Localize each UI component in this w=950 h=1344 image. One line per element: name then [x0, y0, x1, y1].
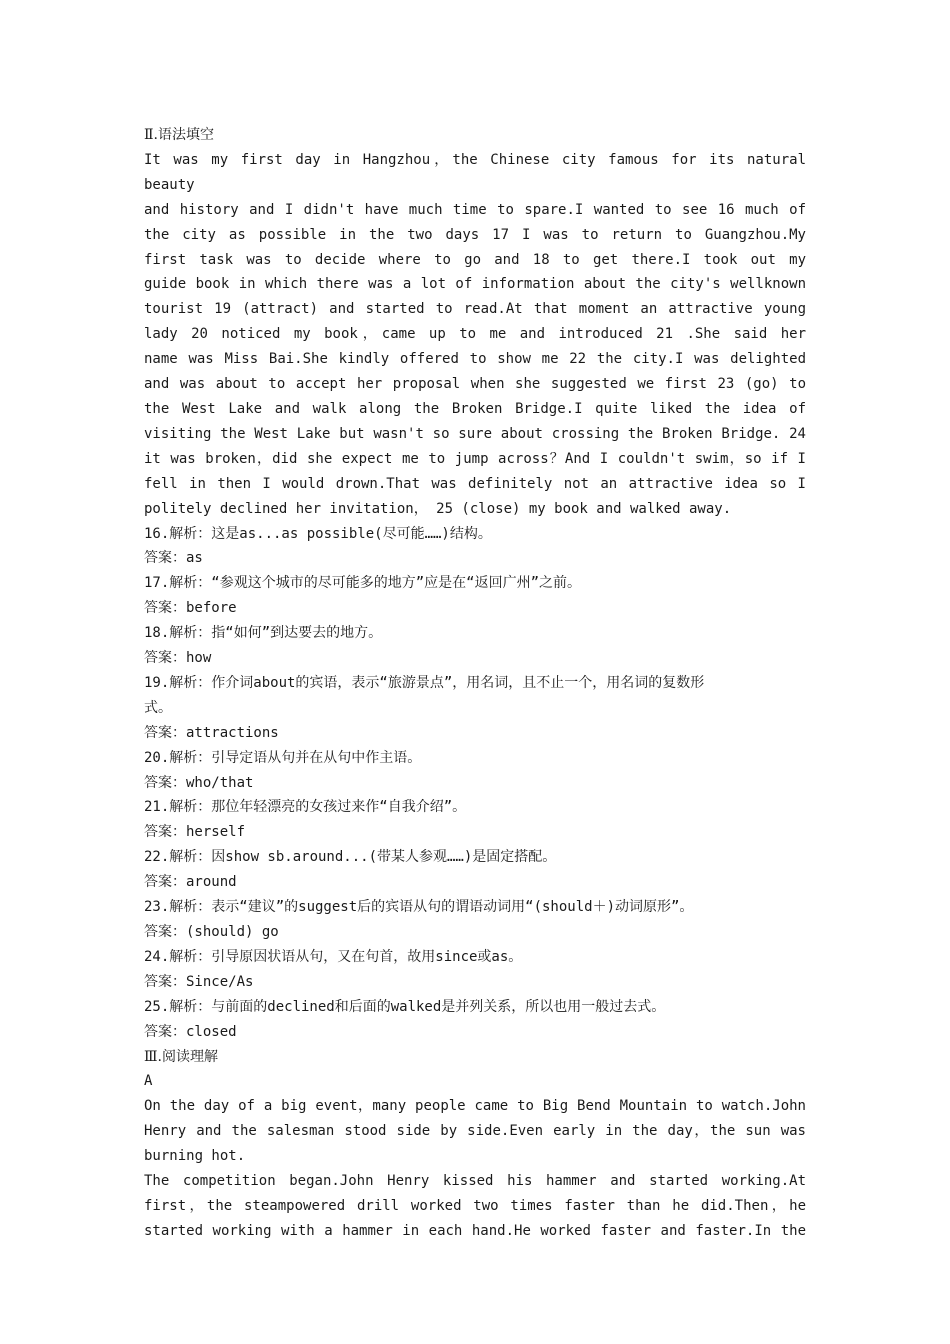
reading-line: started working with a hammer in each hand.He worked faster and faster.In the [144, 1222, 806, 1239]
reading-paragraph [144, 1169, 806, 1244]
answer-explanation-cont: 式。 [144, 699, 172, 716]
answer-explanation: 17.解析：“参观这个城市的尽可能多的地方”应是在“返回广州”之前。 [144, 575, 581, 592]
answer-explanation: 25.解析：与前面的declined和后面的walked是并列关系，所以也用一般过去式。 [144, 998, 666, 1015]
reading-line: The competition began.John Henry kissed his hammer and started working.At [144, 1173, 806, 1190]
answer-explanation: 20.解析：引导定语从句并在从句中作主语。 [144, 749, 422, 766]
passage-line: the city as possible in the two days 17 I was to return to Guangzhou.My [144, 226, 806, 243]
passage-line: it was broken，did she expect me to jump across？And I couldn't swim，so if I [144, 450, 806, 467]
passage-line: first task was to decide where to go and 18 to get there.I took out my [144, 251, 806, 268]
reading-paragraph [144, 1094, 806, 1169]
answer-value: 答案：Since/As [144, 973, 254, 990]
answer-value: 答案：as [144, 550, 203, 567]
answer-explanation: 18.解析：指“如何”到达要去的地方。 [144, 625, 383, 642]
passage-line: visiting the West Lake but wasn't so sure about crossing the Broken Bridge. 24 [144, 425, 806, 442]
answer-explanation: 23.解析：表示“建议”的suggest后的宾语从句的谓语动词用“(should＋)动词原形”。 [144, 899, 694, 916]
cloze-passage [144, 148, 806, 522]
answer-explanation: 24.解析：引导原因状语从句，又在句首，故用since或as。 [144, 948, 523, 965]
answer-explanation: 21.解析：那位年轻漂亮的女孩过来作“自我介绍”。 [144, 799, 467, 816]
passage-line: It was my first day in Hangzhou，the Chinese city famous for its natural beauty [144, 151, 806, 193]
answer-key [144, 522, 806, 1045]
passage-line: guide book in which there was a lot of information about the city's wellknown [144, 276, 806, 293]
answer-value: 答案：herself [144, 824, 246, 841]
answer-value: 答案：before [144, 600, 237, 617]
reading-part-label: A [144, 1073, 153, 1090]
answer-value: 答案：around [144, 874, 237, 891]
answer-value: 答案：(should) go [144, 924, 279, 940]
answer-value: 答案：how [144, 650, 212, 667]
answer-value: 答案：attractions [144, 724, 279, 741]
section-heading-grammar: Ⅱ.语法填空 [144, 127, 214, 143]
reading-line: On the day of a big event，many people came to Big Bend Mountain to watch.John [144, 1098, 806, 1115]
passage-line: fell in then I would drown.That was definitely not an attractive idea so I [144, 475, 806, 492]
reading-line: first，the steampowered drill worked two times faster than he did.Then，he [144, 1197, 806, 1214]
passage-line: and was about to accept her proposal when she suggested we first 23 (go) to [144, 376, 806, 393]
passage-line: the West Lake and walk along the Broken Bridge.I quite liked the idea of [144, 400, 806, 417]
answer-value: 答案：closed [144, 1023, 237, 1040]
passage-line: lady 20 noticed my book，came up to me and introduced 21 .She said her [144, 326, 806, 343]
reading-line: burning hot. [144, 1148, 246, 1165]
document-page [144, 123, 806, 1244]
answer-explanation: 16.解析：这是as...as possible(尽可能……)结构。 [144, 525, 492, 542]
passage-line: tourist 19 (attract) and started to read.At that moment an attractive young [144, 301, 806, 318]
answer-value: 答案：who/that [144, 774, 254, 791]
passage-line: politely declined her invitation， 25 (close) my book and walked away. [144, 500, 732, 517]
passage-line: and history and I didn't have much time to spare.I wanted to see 16 much of [144, 201, 806, 218]
answer-explanation: 22.解析：因show sb.around...(带某人参观……)是固定搭配。 [144, 849, 557, 866]
answer-explanation: 19.解析：作介词about的宾语，表示“旅游景点”，用名词，且不止一个，用名词的复数形 [144, 674, 705, 691]
passage-line: name was Miss Bai.She kindly offered to show me 22 the city.I was delighted [144, 351, 806, 368]
reading-line: Henry and the salesman stood side by side.Even early in the day，the sun was [144, 1123, 806, 1140]
section-heading-reading: Ⅲ.阅读理解 [144, 1048, 218, 1065]
